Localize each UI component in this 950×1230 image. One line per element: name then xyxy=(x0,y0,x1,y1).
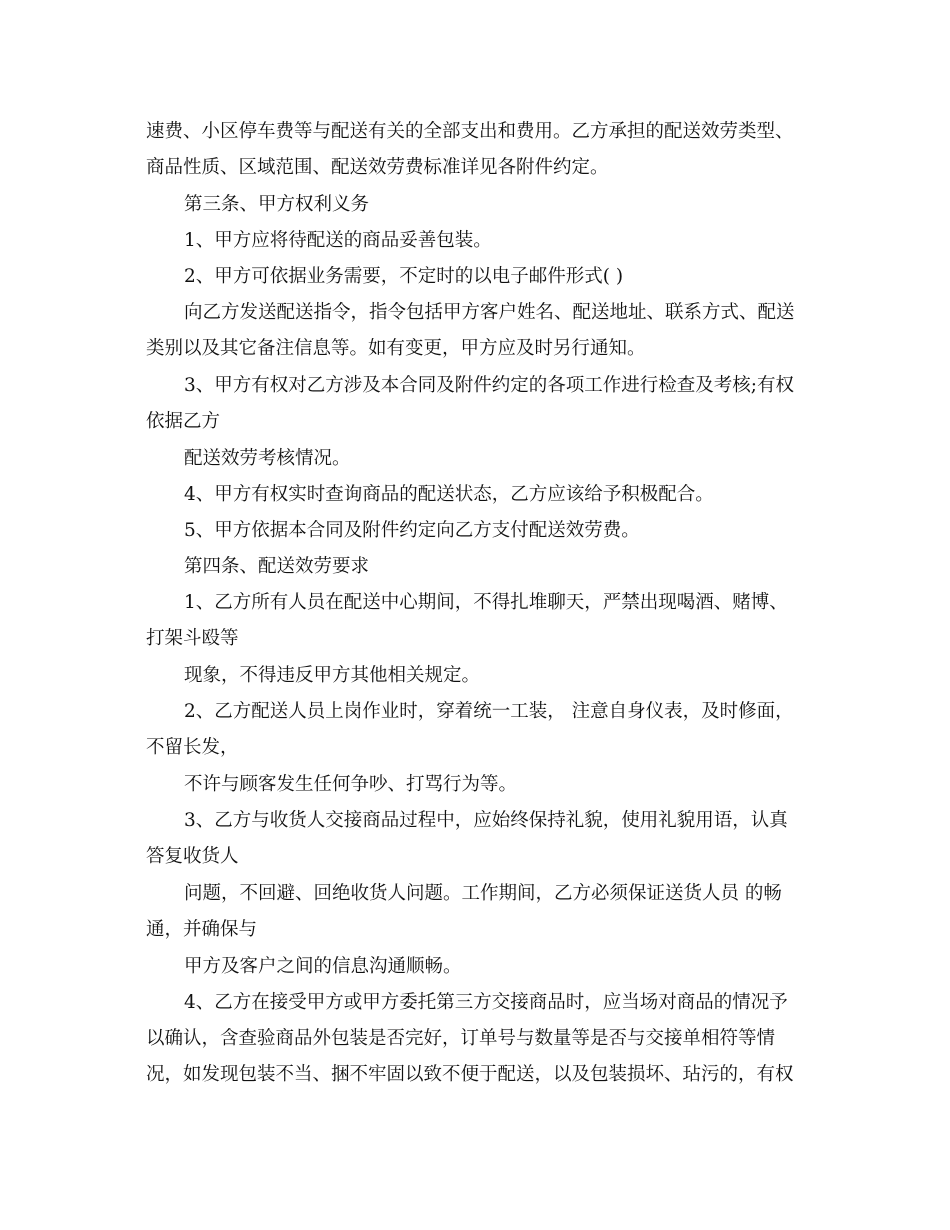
text-line: 速费、小区停车费等与配送有关的全部支出和费用。乙方承担的配送效劳类型、 xyxy=(146,121,794,142)
text-line: 3、甲方有权对乙方涉及本合同及附件约定的各项工作进行检查及考核;有权 xyxy=(184,375,795,396)
text-line: 第三条、甲方权利义务 xyxy=(184,194,370,215)
text-line: 3、乙方与收货人交接商品过程中，应始终保持礼貌，使用礼貌用语，认真 xyxy=(184,810,788,831)
text-line: 打架斗殴等 xyxy=(146,628,239,649)
text-line: 向乙方发送配送指令，指令包括甲方客户姓名、配送地址、联系方式、配送 xyxy=(184,302,795,323)
section-heading-article-4 xyxy=(146,549,806,585)
text-line: 现象，不得违反甲方其他相关规定。 xyxy=(184,665,481,686)
text-line: 4、乙方在接受甲方或甲方委托第三方交接商品时，应当场对商品的情况予 xyxy=(184,992,788,1013)
text-line: 通，并确保与 xyxy=(146,919,258,940)
paragraph-p16 xyxy=(146,876,806,948)
section-heading-article-3 xyxy=(146,187,806,223)
paragraph-p8 xyxy=(146,477,806,513)
text-line: 依据乙方 xyxy=(146,411,221,432)
paragraph-p1 xyxy=(146,114,806,186)
paragraph-p6 xyxy=(146,368,806,440)
paragraph-p18 xyxy=(146,985,806,1093)
text-line: 4、甲方有权实时查询商品的配送状态，乙方应该给予积极配合。 xyxy=(184,484,714,505)
text-line: 况，如发现包装不当、捆不牢固以致不便于配送，以及包装损坏、玷污的，有权 xyxy=(146,1064,794,1085)
paragraph-p3 xyxy=(146,223,806,259)
text-line: 甲方及客户之间的信息沟通顺畅。 xyxy=(184,956,462,977)
paragraph-p13 xyxy=(146,694,806,766)
paragraph-p5 xyxy=(146,295,806,367)
paragraph-p9 xyxy=(146,513,806,549)
paragraph-p4 xyxy=(146,259,806,295)
text-line: 不许与顾客发生任何争吵、打骂行为等。 xyxy=(184,774,518,795)
paragraph-p14 xyxy=(146,767,806,803)
text-line: 5、甲方依据本合同及附件约定向乙方支付配送效劳费。 xyxy=(184,520,640,541)
text-line: 不留长发， xyxy=(146,737,239,758)
paragraph-p17 xyxy=(146,949,806,985)
paragraph-p12 xyxy=(146,658,806,694)
text-line: 2、乙方配送人员上岗作业时，穿着统一工装， 注意自身仪表，及时修面， xyxy=(184,701,794,722)
text-line: 配送效劳考核情况。 xyxy=(184,448,351,469)
text-line: 第四条、配送效劳要求 xyxy=(184,556,370,577)
text-line: 1、乙方所有人员在配送中心期间，不得扎堆聊天，严禁出现喝酒、赌博、 xyxy=(184,592,788,613)
paragraph-p7 xyxy=(146,441,806,477)
text-line: 1、甲方应将待配送的商品妥善包装。 xyxy=(184,230,492,251)
text-line: 以确认，含查验商品外包装是否完好，订单号与数量等是否与交接单相符等情 xyxy=(146,1028,776,1049)
paragraph-p11 xyxy=(146,585,806,657)
paragraph-p15 xyxy=(146,803,806,875)
text-line: 类别以及其它备注信息等。如有变更，甲方应及时另行通知。 xyxy=(146,338,646,359)
text-line: 2、甲方可依据业务需要，不定时的以电子邮件形式( ) xyxy=(184,266,624,287)
text-line: 商品性质、区域范围、配送效劳费标准详见各附件约定。 xyxy=(146,157,609,178)
text-line: 答复收货人 xyxy=(146,846,239,867)
text-line: 问题，不回避、回绝收货人问题。工作期间，乙方必须保证送货人员 的畅 xyxy=(184,883,782,904)
